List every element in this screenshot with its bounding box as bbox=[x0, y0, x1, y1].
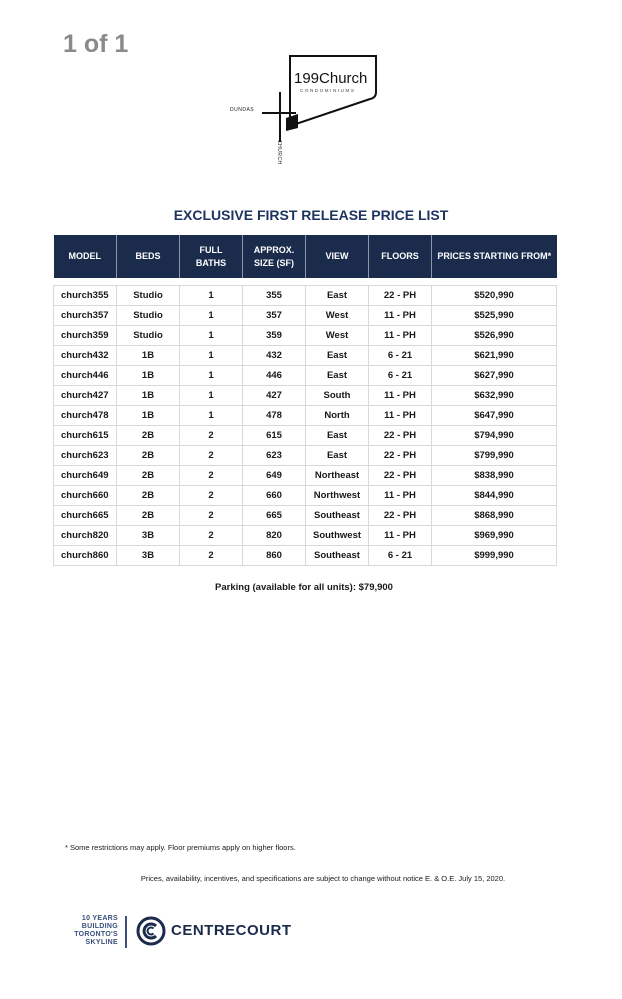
table-row bbox=[54, 366, 557, 386]
cell-beds: 3B bbox=[117, 546, 180, 566]
cell-view: Southwest bbox=[306, 526, 369, 546]
col-header-model: MODEL bbox=[54, 235, 117, 278]
cell-size: 820 bbox=[243, 526, 306, 546]
table-row bbox=[54, 506, 557, 526]
cell-model: church615 bbox=[54, 426, 117, 446]
cell-floors: 6 - 21 bbox=[369, 546, 432, 566]
cell-model: church649 bbox=[54, 466, 117, 486]
cell-view: East bbox=[306, 446, 369, 466]
col-header-full-baths bbox=[180, 235, 243, 278]
centrecourt-logo-icon bbox=[136, 916, 166, 946]
cell-baths: 2 bbox=[180, 446, 243, 466]
cell-baths: 1 bbox=[180, 306, 243, 326]
cell-price: $621,990 bbox=[432, 346, 557, 366]
cell-price: $647,990 bbox=[432, 406, 557, 426]
parking-price: Parking (available for all units): $79,900 bbox=[215, 582, 393, 593]
cell-price: $632,990 bbox=[432, 386, 557, 406]
cell-beds: 2B bbox=[117, 506, 180, 526]
cell-view: Southeast bbox=[306, 506, 369, 526]
col-header-floors: FLOORS bbox=[369, 235, 432, 278]
cell-price: $627,990 bbox=[432, 366, 557, 386]
table-spacer-row bbox=[54, 278, 557, 286]
table-row bbox=[54, 446, 557, 466]
cell-floors: 22 - PH bbox=[369, 446, 432, 466]
cell-size: 649 bbox=[243, 466, 306, 486]
cell-size: 665 bbox=[243, 506, 306, 526]
cell-beds: 2B bbox=[117, 466, 180, 486]
cell-baths: 1 bbox=[180, 346, 243, 366]
cell-baths: 2 bbox=[180, 486, 243, 506]
cell-beds: 1B bbox=[117, 406, 180, 426]
cell-model: church623 bbox=[54, 446, 117, 466]
cell-price: $526,990 bbox=[432, 326, 557, 346]
cell-beds: Studio bbox=[117, 306, 180, 326]
cell-price: $794,990 bbox=[432, 426, 557, 446]
brand-subtitle: CONDOMINIUMS bbox=[300, 88, 356, 93]
cell-model: church359 bbox=[54, 326, 117, 346]
cell-baths: 1 bbox=[180, 406, 243, 426]
cell-model: church660 bbox=[54, 486, 117, 506]
cell-beds: 1B bbox=[117, 346, 180, 366]
cell-model: church357 bbox=[54, 306, 117, 326]
cell-price: $520,990 bbox=[432, 286, 557, 306]
footer-tagline-line2: BUILDING bbox=[81, 923, 118, 930]
cell-floors: 11 - PH bbox=[369, 486, 432, 506]
footer-tagline-line4: SKYLINE bbox=[85, 939, 118, 946]
street-label-dundas: DUNDAS bbox=[230, 107, 255, 113]
cell-price: $999,990 bbox=[432, 546, 557, 566]
table-row bbox=[54, 286, 557, 306]
cell-size: 660 bbox=[243, 486, 306, 506]
cell-beds: 2B bbox=[117, 426, 180, 446]
cell-view: West bbox=[306, 306, 369, 326]
table-row bbox=[54, 486, 557, 506]
table-spacer-cell bbox=[54, 278, 557, 286]
table-row bbox=[54, 546, 557, 566]
cell-size: 432 bbox=[243, 346, 306, 366]
cell-view: West bbox=[306, 326, 369, 346]
cell-beds: Studio bbox=[117, 326, 180, 346]
cell-baths: 2 bbox=[180, 506, 243, 526]
brand-logo bbox=[230, 54, 380, 166]
cell-view: Southeast bbox=[306, 546, 369, 566]
cell-view: Northeast bbox=[306, 466, 369, 486]
table-row bbox=[54, 406, 557, 426]
footer-tagline-line1: 10 YEARS bbox=[81, 915, 118, 922]
cell-model: church446 bbox=[54, 366, 117, 386]
cell-size: 860 bbox=[243, 546, 306, 566]
table-row bbox=[54, 326, 557, 346]
cell-baths: 2 bbox=[180, 426, 243, 446]
disclaimer: Prices, availability, incentives, and specifications are subject to change without notice E. & O.E. July 15, 2020. bbox=[140, 874, 506, 883]
col-header-full-baths-line2: BATHS bbox=[195, 257, 227, 268]
footer-tagline-line3: TORONTO'S bbox=[74, 931, 118, 938]
cell-floors: 11 - PH bbox=[369, 326, 432, 346]
cell-model: church478 bbox=[54, 406, 117, 426]
cell-view: East bbox=[306, 426, 369, 446]
cell-baths: 2 bbox=[180, 546, 243, 566]
cell-price: $799,990 bbox=[432, 446, 557, 466]
cell-size: 446 bbox=[243, 366, 306, 386]
cell-floors: 11 - PH bbox=[369, 406, 432, 426]
cell-view: Northwest bbox=[306, 486, 369, 506]
cell-size: 357 bbox=[243, 306, 306, 326]
brand-name: 199Church bbox=[294, 70, 368, 87]
cell-model: church820 bbox=[54, 526, 117, 546]
cell-model: church427 bbox=[54, 386, 117, 406]
cell-floors: 22 - PH bbox=[369, 506, 432, 526]
cell-beds: 3B bbox=[117, 526, 180, 546]
cell-beds: Studio bbox=[117, 286, 180, 306]
col-header-view: VIEW bbox=[306, 235, 369, 278]
cell-model: church665 bbox=[54, 506, 117, 526]
cell-size: 615 bbox=[243, 426, 306, 446]
table-row bbox=[54, 346, 557, 366]
footer-tagline bbox=[64, 915, 118, 947]
company-name: CENTRECOURT bbox=[171, 922, 292, 939]
table-header-row bbox=[54, 235, 557, 278]
table-row bbox=[54, 466, 557, 486]
cell-model: church355 bbox=[54, 286, 117, 306]
cell-baths: 1 bbox=[180, 286, 243, 306]
cell-price: $838,990 bbox=[432, 466, 557, 486]
cell-beds: 2B bbox=[117, 446, 180, 466]
cell-beds: 2B bbox=[117, 486, 180, 506]
price-table bbox=[53, 235, 557, 566]
cell-floors: 22 - PH bbox=[369, 426, 432, 446]
cell-floors: 22 - PH bbox=[369, 466, 432, 486]
footnote: * Some restrictions may apply. Floor premiums apply on higher floors. bbox=[65, 843, 296, 852]
cell-floors: 11 - PH bbox=[369, 306, 432, 326]
street-label-church: CHURCH bbox=[276, 140, 282, 165]
street-line-horizontal bbox=[262, 112, 296, 114]
cell-size: 623 bbox=[243, 446, 306, 466]
cell-baths: 1 bbox=[180, 366, 243, 386]
cell-size: 478 bbox=[243, 406, 306, 426]
table-row bbox=[54, 386, 557, 406]
page-counter: 1 of 1 bbox=[63, 30, 129, 58]
cell-floors: 11 - PH bbox=[369, 526, 432, 546]
cell-baths: 1 bbox=[180, 326, 243, 346]
cell-price: $525,990 bbox=[432, 306, 557, 326]
cell-beds: 1B bbox=[117, 386, 180, 406]
cell-model: church860 bbox=[54, 546, 117, 566]
cell-baths: 1 bbox=[180, 386, 243, 406]
cell-size: 427 bbox=[243, 386, 306, 406]
cell-floors: 22 - PH bbox=[369, 286, 432, 306]
cell-floors: 11 - PH bbox=[369, 386, 432, 406]
page-title: EXCLUSIVE FIRST RELEASE PRICE LIST bbox=[173, 207, 449, 223]
cell-view: East bbox=[306, 346, 369, 366]
cell-floors: 6 - 21 bbox=[369, 346, 432, 366]
cell-baths: 2 bbox=[180, 526, 243, 546]
cell-floors: 6 - 21 bbox=[369, 366, 432, 386]
cell-view: East bbox=[306, 366, 369, 386]
col-header-size-line2: SIZE (SF) bbox=[254, 257, 294, 268]
table-row bbox=[54, 306, 557, 326]
col-header-size-line1: APPROX. bbox=[253, 244, 295, 255]
cell-size: 355 bbox=[243, 286, 306, 306]
col-header-price: PRICES STARTING FROM* bbox=[432, 235, 557, 278]
cell-view: North bbox=[306, 406, 369, 426]
footer-divider bbox=[125, 916, 127, 948]
col-header-beds: BEDS bbox=[117, 235, 180, 278]
cell-price: $868,990 bbox=[432, 506, 557, 526]
cell-price: $844,990 bbox=[432, 486, 557, 506]
col-header-size bbox=[243, 235, 306, 278]
table-row bbox=[54, 426, 557, 446]
cell-price: $969,990 bbox=[432, 526, 557, 546]
street-line-vertical bbox=[279, 92, 281, 142]
col-header-full-baths-line1: FULL bbox=[199, 244, 223, 255]
cell-model: church432 bbox=[54, 346, 117, 366]
cell-view: East bbox=[306, 286, 369, 306]
cell-size: 359 bbox=[243, 326, 306, 346]
cell-view: South bbox=[306, 386, 369, 406]
cell-baths: 2 bbox=[180, 466, 243, 486]
cell-beds: 1B bbox=[117, 366, 180, 386]
table-row bbox=[54, 526, 557, 546]
